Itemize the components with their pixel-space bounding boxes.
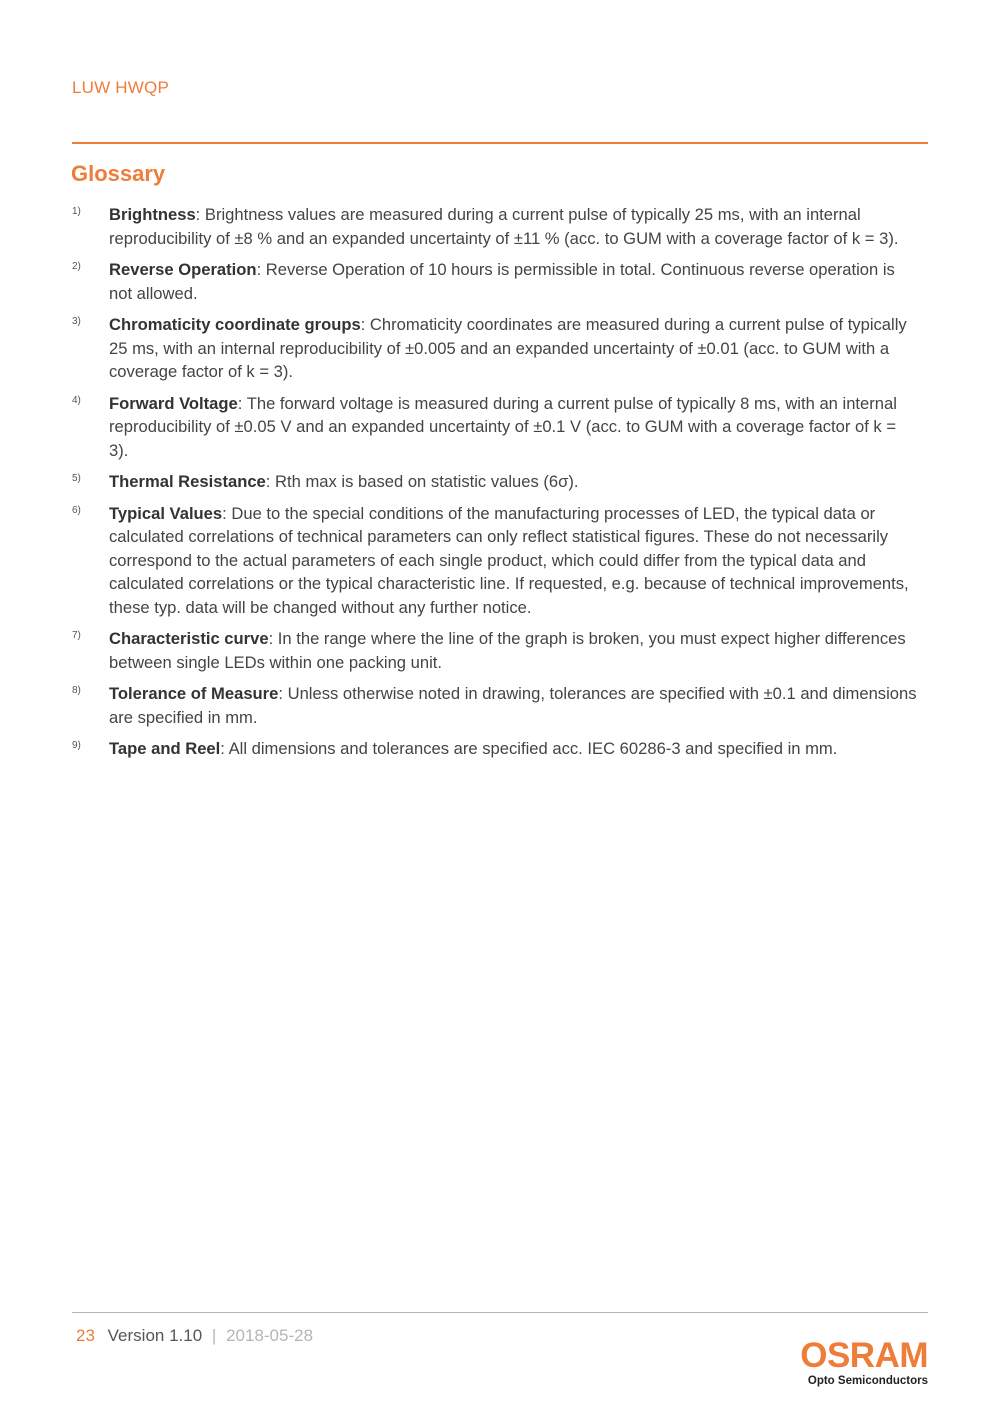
glossary-term: Brightness (109, 205, 196, 224)
brand-subtitle: Opto Semiconductors (807, 1375, 928, 1387)
glossary-entry-brightness (72, 203, 917, 250)
glossary-list (72, 203, 917, 769)
glossary-definition: : Chromaticity coordinates are measured during a current pulse of typically 25 ms, with an internal reproducibility of ±0.005 and an expanded uncertainty of ±0.01 (acc. to GUM with a coverage factor of k = 3). (109, 315, 907, 381)
glossary-definition: : All dimensions and tolerances are specified acc. IEC 60286-3 and specified in mm. (220, 739, 838, 758)
glossary-entry-typical-values (72, 502, 917, 620)
glossary-term: Reverse Operation (109, 260, 257, 279)
footnote-number: 2) (72, 261, 81, 272)
glossary-entry-body (109, 627, 917, 674)
glossary-entry-body (109, 203, 917, 250)
glossary-entry-forward-voltage (72, 392, 917, 463)
glossary-definition: : The forward voltage is measured during a current pulse of typically 8 ms, with an internal reproducibility of ±0.05 V and an expanded uncertainty of ±0.1 V (acc. to GUM with a coverage factor of k = 3). (109, 393, 897, 460)
footnote-number: 5) (72, 473, 81, 484)
footnote-number: 4) (72, 394, 81, 406)
footnote-number: 1) (72, 206, 81, 217)
glossary-definition: : In the range where the line of the graph is broken, you must expect higher differences between single LEDs within one packing unit. (109, 629, 906, 672)
glossary-definition: : Brightness values are measured during a current pulse of typically 25 ms, with an internal reproducibility of ±8 % and an expanded uncertainty of ±11 % (acc. to GUM with a coverage factor of k = 3). (109, 205, 899, 248)
footer-divider (72, 1312, 928, 1313)
glossary-entry-body (109, 737, 917, 761)
glossary-entry-body (109, 392, 917, 463)
glossary-term: Thermal Resistance (109, 472, 266, 491)
glossary-entry-tolerance-of-measure (72, 682, 917, 729)
glossary-term: Tape and Reel (109, 739, 221, 758)
glossary-entry-tape-and-reel (72, 737, 917, 761)
glossary-definition: : Unless otherwise noted in drawing, tolerances are specified with ±0.1 and dimensions are specified in mm. (109, 684, 917, 727)
glossary-entry-body (109, 502, 917, 620)
glossary-term: Forward Voltage (109, 393, 238, 413)
footnote-number: 8) (72, 685, 81, 696)
document-product-code: LUW HWQP (72, 78, 169, 97)
glossary-definition: : Reverse Operation of 10 hours is permissible in total. Continuous reverse operation is not allowed. (109, 260, 895, 303)
glossary-definition: : Due to the special conditions of the manufacturing processes of LED, the typical data or calculated correlations of technical parameters can only reflect statistical figures. These do not necessarily correspond to the actual parameters of each single product, which could differ from the typical data and calculated correlations or the typical characteristic line. If requested, e.g. because of technical improvements, these typ. data will be changed without any further notice. (109, 503, 909, 617)
footnote-number: 9) (72, 740, 81, 751)
glossary-definition: : Rth max is based on statistic values (6σ). (265, 472, 579, 491)
brand-wordmark: OSRAM (800, 1336, 928, 1375)
glossary-term: Chromaticity coordinate groups (109, 315, 361, 334)
document-date: 2018-05-28 (226, 1326, 314, 1345)
glossary-entry-body (109, 470, 917, 494)
glossary-term: Tolerance of Measure (109, 684, 279, 703)
glossary-entry-body (109, 313, 917, 384)
glossary-entry-thermal-resistance (72, 470, 917, 494)
footer-separator: | (211, 1326, 217, 1345)
glossary-entry-body (109, 258, 917, 305)
footnote-number: 7) (72, 630, 81, 641)
glossary-entry-reverse-operation (72, 258, 917, 305)
document-version: Version 1.10 (107, 1326, 203, 1345)
footnote-number: 6) (72, 504, 81, 516)
section-title: Glossary (71, 161, 166, 186)
glossary-term: Characteristic curve (109, 629, 269, 648)
glossary-entry-characteristic-curve (72, 627, 917, 674)
glossary-entry-body (109, 682, 917, 729)
page-number: 23 (76, 1326, 95, 1345)
osram-logo (800, 1338, 928, 1387)
glossary-term: Typical Values (109, 503, 223, 523)
footer-meta (76, 1326, 313, 1346)
header-divider (72, 142, 928, 144)
glossary-entry-chromaticity (72, 313, 917, 384)
footnote-number: 3) (72, 316, 81, 327)
